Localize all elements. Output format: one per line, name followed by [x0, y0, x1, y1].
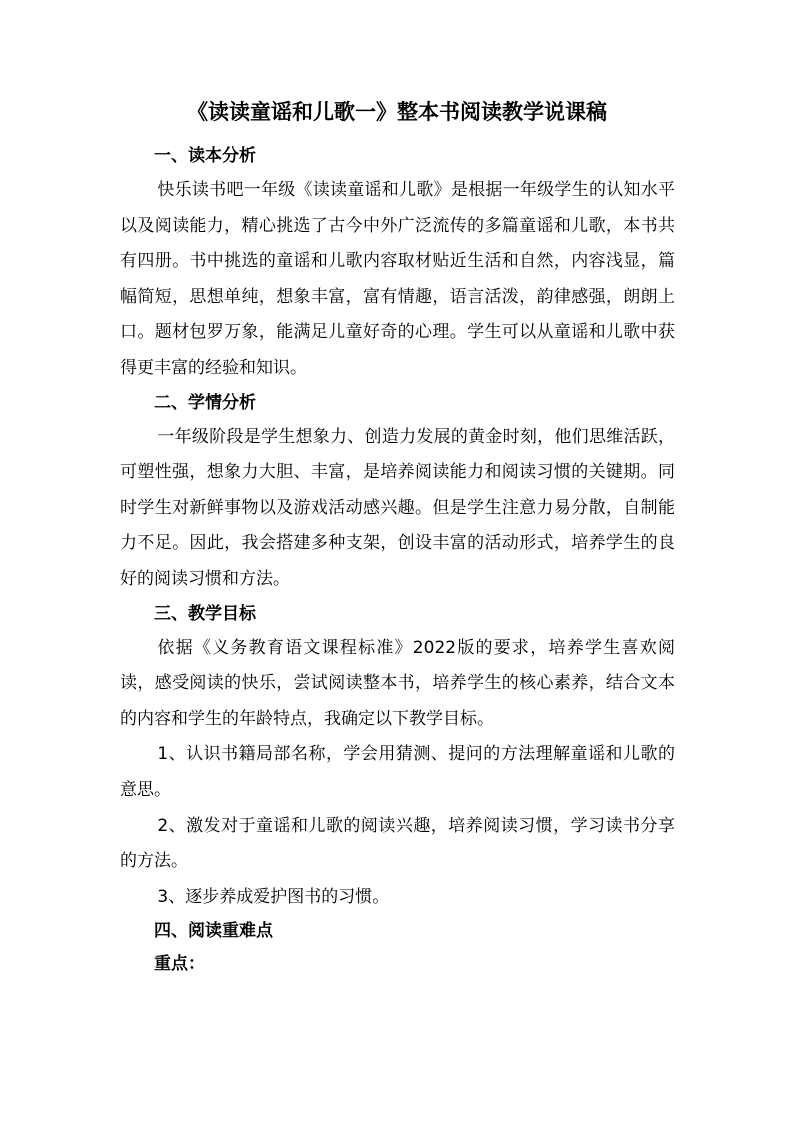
- paragraph-teaching-goals-intro: 依据《义务教育语文课程标准》2022版的要求，培养学生喜欢阅读，感受阅读的快乐，尝试阅读整本书，培养学生的核心素养，结合文本的内容和学生的年龄特点，我确定以下教学目标。: [120, 637, 675, 729]
- paragraph-goal-2: 2、激发对于童谣和儿歌的阅读兴趣，培养阅读习惯，学习读书分享的方法。: [120, 815, 675, 872]
- paragraph-reading-analysis: 快乐读书吧一年级《读读童谣和儿歌》是根据一年级学生的认知水平以及阅读能力，精心挑选了古今中外广泛流传的多篇童谣和儿歌，本书共有四册。书中挑选的童谣和儿歌内容取材贴近生活和自然，内容浅显，篇幅简短，思想单纯，想象丰富，富有情趣，语言活泼，韵律感强，朗朗上口。题材包罗万象，能满足儿童好奇的心理。学生可以从童谣和儿歌中获得更丰富的经验和知识。: [120, 180, 675, 378]
- section-heading-student-analysis: 二、学情分析: [154, 392, 256, 413]
- paragraph-student-analysis: 一年级阶段是学生想象力、创造力发展的黄金时刻，他们思维活跃，可塑性强，想象力大胆、丰富，是培养阅读能力和阅读习惯的关键期。同时学生对新鲜事物以及游戏活动感兴趣。但是学生注意力易分散，自制能力不足。因此，我会搭建多种支架，创设丰富的活动形式，培养学生的良好的阅读习惯和方法。: [120, 426, 675, 589]
- document-body: [120, 140, 675, 981]
- section-heading-key-points: 四、阅读重难点: [154, 921, 273, 942]
- document-title: 《读读童谣和儿歌一》整本书阅读教学说课稿: [187, 100, 607, 124]
- paragraph-goal-1: 1、认识书籍局部名称，学会用猜测、提问的方法理解童谣和儿歌的意思。: [120, 744, 675, 800]
- section-heading-teaching-goals: 三、教学目标: [154, 603, 256, 624]
- section-heading-reading-analysis: 一、读本分析: [154, 146, 256, 166]
- sub-heading-key-point: 重点：: [154, 954, 205, 975]
- paragraph-goal-3: 3、逐步养成爱护图书的习惯。: [157, 886, 390, 907]
